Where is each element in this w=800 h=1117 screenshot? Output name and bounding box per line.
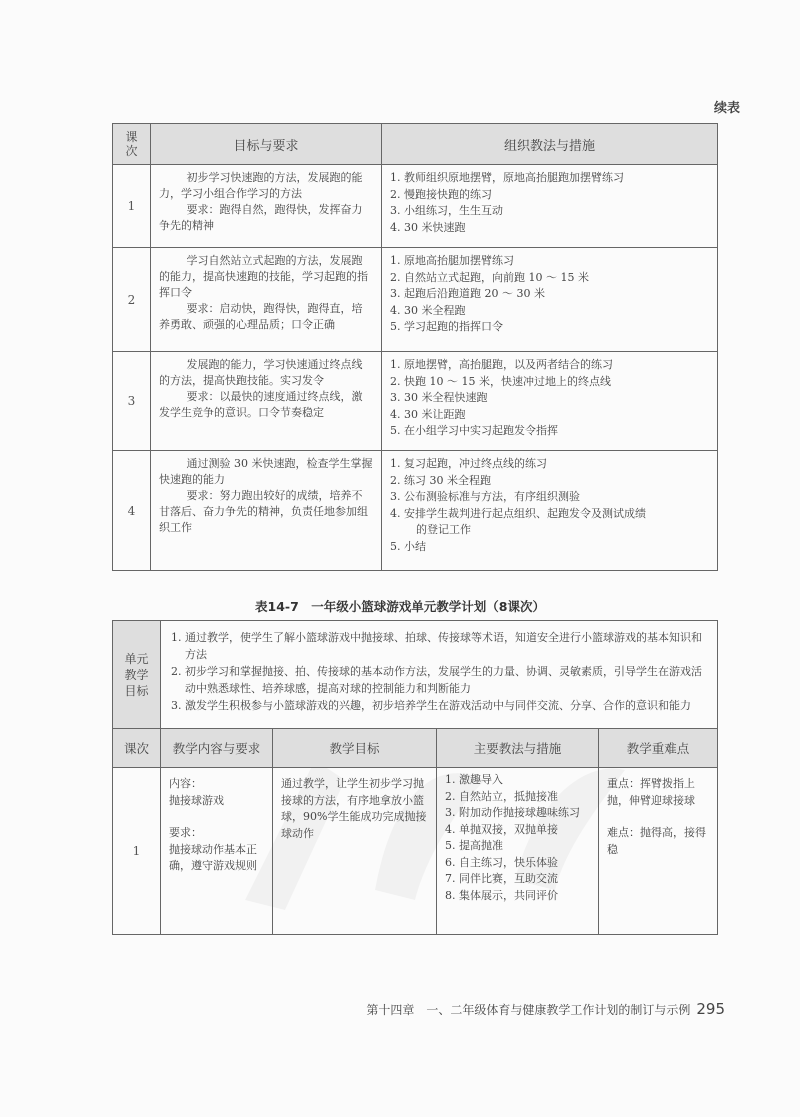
method-item: 4. 30 米全程跑 bbox=[390, 303, 466, 317]
content-line: 内容： bbox=[169, 777, 202, 790]
content-spacer bbox=[169, 809, 264, 825]
method-item: 2. 自然站立，抵抛接准 bbox=[445, 789, 558, 803]
unit-goal-item: 3. 激发学生积极参与小篮球游戏的兴趣，初步培养学生在游戏活动中与同伴交流、分享、合作的意识和能力 bbox=[171, 699, 691, 712]
lesson-table-header bbox=[113, 124, 718, 165]
method-item: 1. 原地摆臂，高抬腿跑，以及两者结合的练习 bbox=[390, 358, 613, 371]
objective-cell: 通过教学，让学生初步学习抛接球的方法，有序地拿放小篮球，90%学生能成功完成抛接球动作 bbox=[273, 768, 437, 935]
goal-requirement: 要求：跑得自然，跑得快，发挥奋力争先的精神 bbox=[159, 203, 363, 232]
keypoints-spacer bbox=[607, 809, 709, 825]
methods-cell bbox=[382, 165, 718, 248]
lesson-number: 2 bbox=[113, 248, 151, 352]
content-cell bbox=[161, 768, 273, 935]
method-item: 5. 在小组学习中实习起跑发令指挥 bbox=[390, 424, 558, 437]
header-keypoints: 教学重难点 bbox=[599, 729, 718, 768]
unit-goals-cell bbox=[161, 621, 718, 729]
table-row bbox=[113, 248, 718, 352]
table-row bbox=[113, 768, 718, 935]
unit-goal-item: 1. 通过教学，使学生了解小篮球游戏中抛接球、拍球、传接球等术语，知道安全进行小篮球游戏的基本知识和方法 bbox=[171, 631, 702, 661]
chapter-title: 第十四章 一、二年级体育与健康教学工作计划的制订与示例 bbox=[366, 1003, 691, 1017]
method-item: 1. 复习起跑，冲过终点线的练习 bbox=[390, 457, 547, 470]
goal-cell bbox=[151, 451, 382, 571]
difficult-point: 难点：抛得高，接得稳 bbox=[607, 826, 706, 856]
method-item: 7. 同伴比赛，互助交流 bbox=[445, 872, 558, 885]
page-footer bbox=[335, 1000, 725, 1018]
method-item: 2. 快跑 10 ～ 15 米，快速冲过地上的终点线 bbox=[390, 374, 611, 388]
goal-text: 学习自然站立式起跑的方法，发展跑的能力，提高快速跑的技能，学习起跑的指挥口令 bbox=[159, 254, 368, 299]
method-item: 4. 30 米快速跑 bbox=[390, 220, 466, 234]
lesson-number: 1 bbox=[113, 768, 161, 935]
goal-requirement: 要求：以最快的速度通过终点线，激发学生竞争的意识。口令节奏稳定 bbox=[159, 390, 363, 419]
method-item: 4. 安排学生裁判进行起点组织、起跑发令及测试成绩 bbox=[390, 506, 646, 520]
key-point: 重点：挥臂拨指上抛，伸臂迎球接球 bbox=[607, 777, 695, 807]
method-item: 3. 附加动作抛接球趣味练习 bbox=[445, 806, 580, 819]
header-content: 教学内容与要求 bbox=[161, 729, 273, 768]
method-item: 5. 学习起跑的指挥口令 bbox=[390, 320, 503, 333]
page-number: 295 bbox=[696, 1000, 725, 1018]
goal-requirement: 要求：启动快，跑得快，跑得直，培养勇敢、顽强的心理品质；口令正确 bbox=[159, 302, 363, 331]
main-methods-cell bbox=[437, 768, 599, 935]
header-methods: 组织教法与措施 bbox=[382, 124, 718, 165]
method-item: 1. 教师组织原地摆臂，原地高抬腿跑加摆臂练习 bbox=[390, 171, 624, 184]
keypoints-cell bbox=[599, 768, 718, 935]
method-item: 6. 自主练习，快乐体验 bbox=[445, 855, 558, 869]
table-row bbox=[113, 352, 718, 451]
header-goal: 目标与要求 bbox=[151, 124, 382, 165]
method-item: 5. 提高抛准 bbox=[445, 839, 503, 852]
header-objective: 教学目标 bbox=[273, 729, 437, 768]
table-row bbox=[113, 165, 718, 248]
continued-label: 续表 bbox=[713, 101, 740, 116]
unit-goals-row bbox=[113, 621, 718, 729]
methods-cell bbox=[382, 451, 718, 571]
method-item-continued: 的登记工作 bbox=[416, 523, 471, 536]
method-item: 5. 小结 bbox=[390, 539, 426, 553]
method-item: 4. 单抛双接，双抛单接 bbox=[445, 822, 558, 836]
lesson-number: 1 bbox=[113, 165, 151, 248]
goal-cell bbox=[151, 165, 382, 248]
method-item: 2. 自然站立式起跑，向前跑 10 ～ 15 米 bbox=[390, 270, 589, 284]
method-item: 3. 起跑后沿跑道跑 20 ～ 30 米 bbox=[390, 287, 545, 300]
header-main-methods: 主要教法与措施 bbox=[437, 729, 599, 768]
lesson-table bbox=[112, 123, 718, 571]
method-item: 2. 慢跑接快跑的练习 bbox=[390, 187, 492, 201]
methods-cell bbox=[382, 248, 718, 352]
method-item: 3. 公布测验标准与方法，有序组织测验 bbox=[390, 490, 580, 503]
unit-goal-item: 2. 初步学习和掌握抛接、拍、传接球的基本动作方法，发展学生的力量、协调、灵敏素质，引导学生在游戏活动中熟悉球性、培养球感，提高对球的控制能力和判断能力 bbox=[171, 665, 702, 695]
lesson-number: 3 bbox=[113, 352, 151, 451]
goal-text: 通过测验 30 米快速跑，检查学生掌握快速跑的能力 bbox=[159, 457, 373, 486]
unit-table-header bbox=[113, 729, 718, 768]
unit-goals-label: 单元 教学 目标 bbox=[113, 621, 161, 729]
content-line: 抛接球动作基本正确，遵守游戏规则 bbox=[169, 842, 257, 872]
content-line: 要求： bbox=[169, 826, 202, 839]
lesson-number: 4 bbox=[113, 451, 151, 571]
method-item: 1. 激趣导入 bbox=[445, 773, 503, 786]
unit-plan-table bbox=[112, 620, 718, 935]
table-caption: 表14-7 一年级小篮球游戏单元教学计划（8课次） bbox=[255, 599, 545, 614]
method-item: 2. 练习 30 米全程跑 bbox=[390, 473, 491, 487]
goal-text: 发展跑的能力，学习快速通过终点线的方法，提高快跑技能。实习发令 bbox=[159, 358, 363, 387]
method-item: 1. 原地高抬腿加摆臂练习 bbox=[390, 254, 514, 267]
methods-cell bbox=[382, 352, 718, 451]
header-lesson: 课次 bbox=[113, 729, 161, 768]
goal-requirement: 要求：努力跑出较好的成绩，培养不甘落后、奋力争先的精神，负责任地参加组织工作 bbox=[159, 489, 368, 534]
header-lesson-number: 课 次 bbox=[113, 124, 151, 165]
goal-cell bbox=[151, 248, 382, 352]
table-row bbox=[113, 451, 718, 571]
goal-text: 初步学习快速跑的方法，发展跑的能力，学习小组合作学习的方法 bbox=[159, 171, 363, 200]
method-item: 3. 30 米全程快速跑 bbox=[390, 391, 488, 404]
content-line: 抛接球游戏 bbox=[169, 793, 224, 807]
method-item: 3. 小组练习，生生互动 bbox=[390, 204, 503, 217]
goal-cell bbox=[151, 352, 382, 451]
method-item: 8. 集体展示，共同评价 bbox=[445, 888, 558, 902]
method-item: 4. 30 米让距跑 bbox=[390, 407, 466, 421]
